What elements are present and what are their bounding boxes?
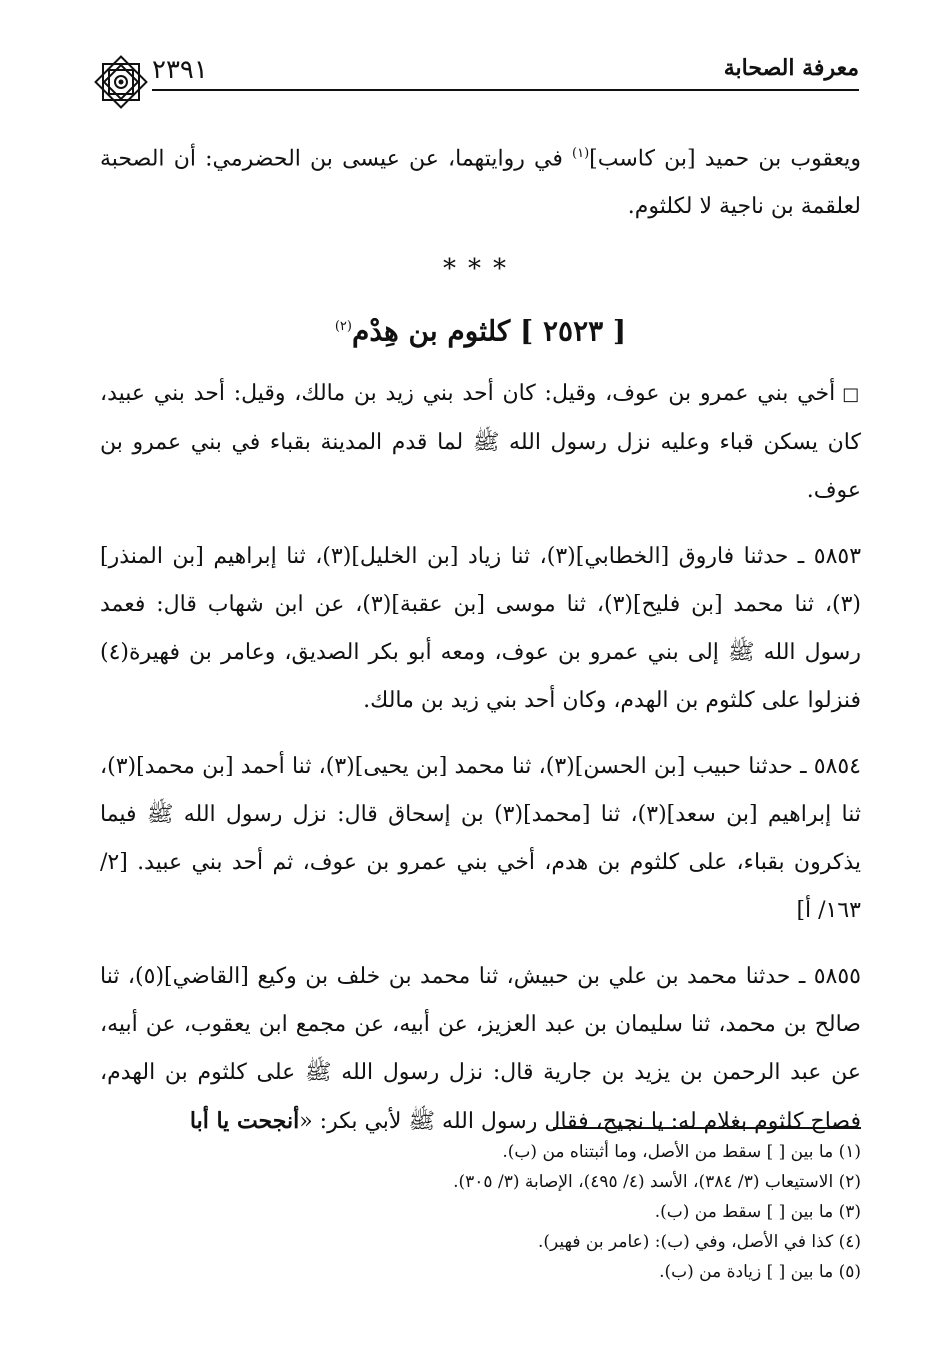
footnote-4: (٤) كذا في الأصل، وفي (ب): (عامر بن فهير). — [537, 1232, 861, 1252]
entry-title: [ ٢٥٢٣ ] كلثوم بن هِدْم$^{(٢)}$ — [334, 314, 627, 348]
footnote-3: (٣) ما بين [ ] سقط من (ب). — [654, 1202, 861, 1222]
footnote-2: (٢) الاستيعاب (٣/ ٣٨٤)، الأسد (٤/ ٤٩٥)، الإصابة (٣/ ٣٠٥). — [453, 1172, 861, 1192]
hadith-5853: ٥٨٥٣ ـ حدثنا فاروق [الخطابي](٣)، ثنا زياد [بن الخليل](٣)، ثنا إبراهيم [بن المنذر](٣)، ثنا محمد [بن فليح](٣)، ثنا موسى [بن عقبة](٣)، عن ابن شهاب قال: فعمد رسول الله ﷺ إلى بني عمرو بن عوف، ومعه أبو بكر الصديق، وعامر بن فهيرة(٤) فنزلوا على كلثوم بن الهدم، وكان أحد بني زيد بن مالك. — [100, 543, 862, 713]
footnote-1: (١) ما بين [ ] سقط من الأصل، وما أثبتناه من (ب). — [502, 1142, 861, 1162]
book-title: معرفة الصحابة — [723, 55, 859, 81]
page-header — [90, 55, 859, 115]
section-divider-stars: *** — [443, 254, 518, 285]
opening-paragraph: ويعقوب بن حميد [بن كاسب]$^{(١)}$ في روايتهما، عن عيسى بن الحضرمي: أن الصحبة لعلقمة بن ناجية لا لكلثوم. — [100, 146, 861, 220]
entry-intro: □ أخي بني عمرو بن عوف، وقيل: كان أحد بني زيد بن مالك، وقيل: أحد بني عبيد، كان يسكن قباء وعليه نزل رسول الله ﷺ لما قدم المدينة بقباء في بني عمرو بن عوف. — [100, 380, 861, 503]
hadith-5855: ٥٨٥٥ ـ حدثنا محمد بن علي بن حبيش، ثنا محمد بن خلف بن وكيع [القاضي](٥)، ثنا صالح بن محمد، ثنا سليمان بن عبد العزيز، عن أبيه، عن مجمع ابن يعقوب، عن أبيه، عن عبد الرحمن بن يزيد بن جارية قال: نزل رسول الله ﷺ على كلثوم بن الهدم، فصاح كلثوم بغلام له: يا نجيح، فقال رسول الله ﷺ لأبي بكر: «أنجحت يا أبا — [100, 963, 861, 1134]
page-number: ٢٣٩١ — [152, 55, 208, 85]
footnotes — [100, 1137, 861, 1287]
footnote-rule — [553, 1127, 861, 1129]
square-bullet-icon: □ — [842, 383, 861, 405]
header-rule — [152, 89, 859, 91]
footnote-5: (٥) ما بين [ ] زيادة من (ب). — [659, 1262, 861, 1282]
star-ornament-icon — [90, 51, 152, 113]
main-text — [100, 130, 861, 1146]
hadith-5854: ٥٨٥٤ ـ حدثنا حبيب [بن الحسن](٣)، ثنا محمد [بن يحيى](٣)، ثنا أحمد [بن محمد](٣)، ثنا إبراهيم [بن سعد](٣)، ثنا [محمد](٣) بن إسحاق قال: نزل رسول الله ﷺ فيما يذكرون بقباء، على كلثوم بن هدم، أخي بني عمرو بن عوف، ثم أحد بني عبيد. [٢/ ١٦٣/ أ] — [100, 753, 862, 923]
